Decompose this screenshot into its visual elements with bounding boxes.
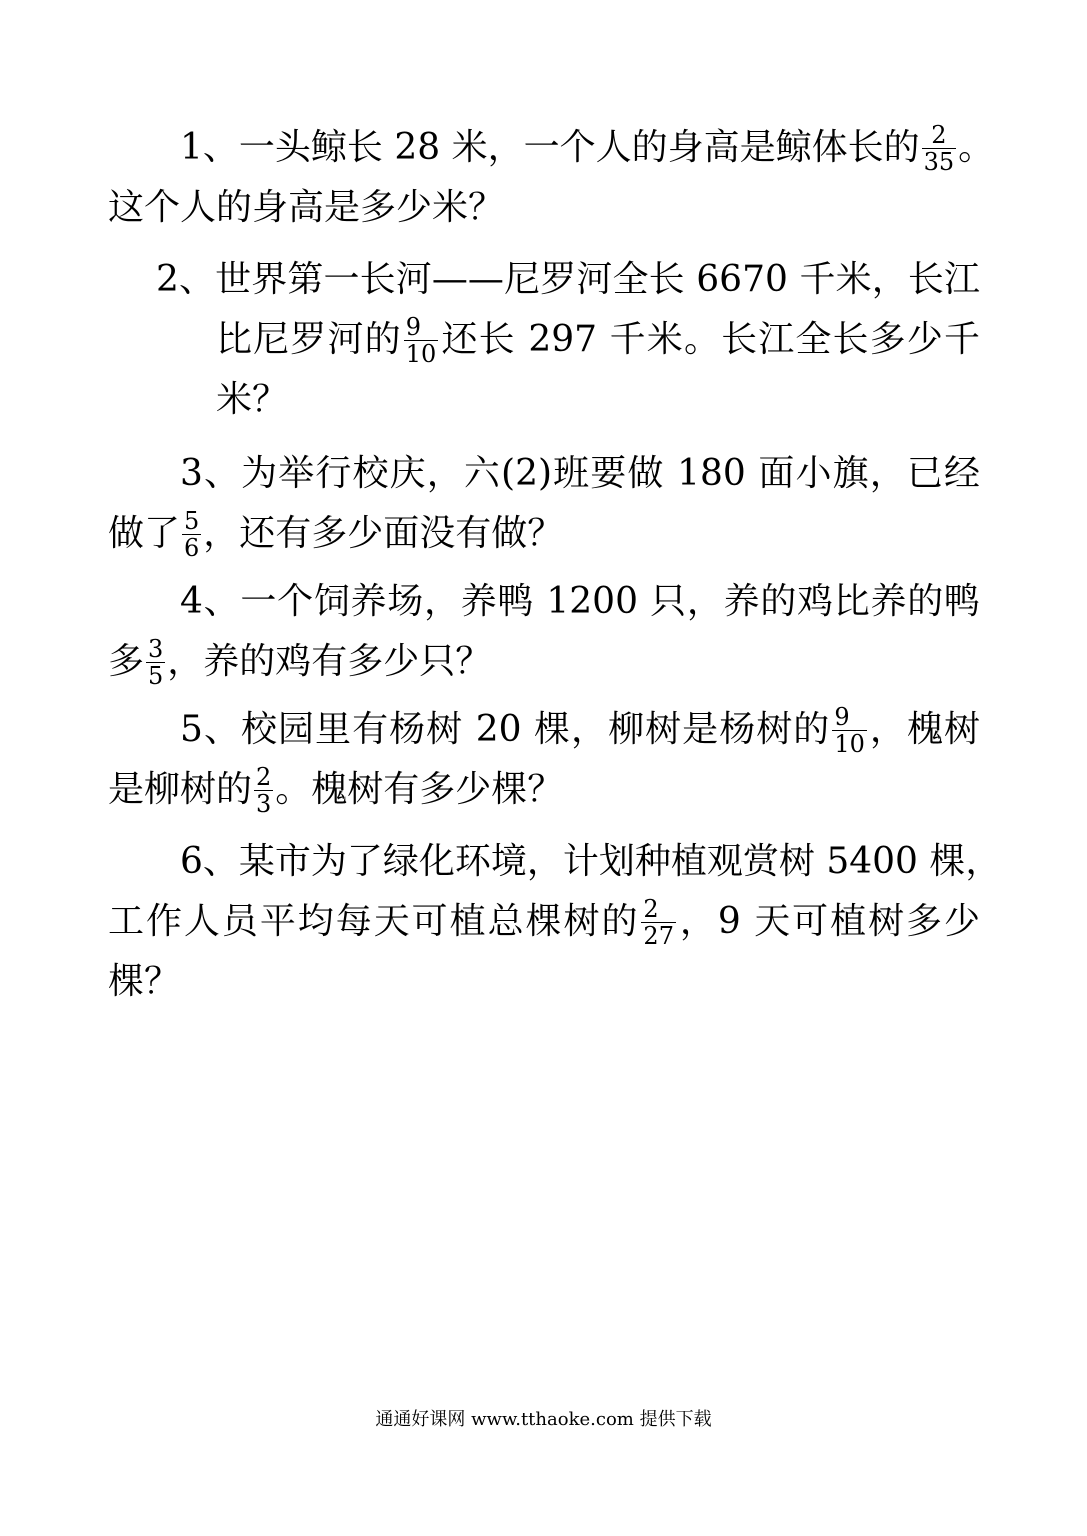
fraction — [146, 636, 165, 689]
fraction-denominator: 10 — [405, 339, 437, 368]
problem-5-line-1-text-after: ，槐树 — [868, 709, 980, 750]
problem-5-line-1 — [108, 700, 980, 760]
fraction — [404, 314, 439, 367]
problem-4-line-2 — [108, 632, 980, 692]
problem-2-line-3: 米？ — [216, 379, 289, 420]
problem-1 — [108, 118, 995, 238]
problem-3-line-2-text-after: ，还有多少面没有做？ — [203, 513, 564, 554]
problem-4-line-2-text-after: ，养的鸡有多少只？ — [167, 641, 492, 682]
fraction — [182, 508, 201, 561]
problem-4-line-1: 4、一个饲养场，养鸭 1200 只，养的鸡比养的鸭 — [180, 581, 980, 622]
problem-1-line-1-text-before: 1、一头鲸长 28 米，一个人的身高是鲸体长的 — [180, 127, 920, 168]
problem-5-line-2-text-before: 是柳树的 — [108, 769, 253, 810]
page-footer: 通通好课网 www.tthaoke.com 提供下载 — [375, 1409, 712, 1430]
problem-4-line-2-text-before: 多 — [108, 641, 145, 682]
problem-6-line-2-text-after: ，9 天可植树多少 — [677, 901, 980, 942]
fraction-denominator: 6 — [184, 533, 200, 562]
fraction-numerator: 2 — [641, 896, 676, 923]
fraction — [832, 704, 867, 757]
fraction-denominator: 5 — [148, 661, 164, 690]
problem-5 — [108, 700, 980, 820]
fraction-numerator: 9 — [832, 704, 867, 731]
problem-3-line-1: 3、为举行校庆，六(2)班要做 180 面小旗，已经 — [180, 453, 980, 494]
problem-6-line-2-text-before: 工作人员平均每天可植总棵树的 — [108, 901, 640, 942]
problem-2-line-2-text-after: 还长 297 千米。长江全长多少千 — [440, 319, 980, 360]
problem-3-line-2 — [108, 504, 980, 564]
problem-5-line-2-text-after: 。槐树有多少棵？ — [275, 769, 564, 810]
problem-2 — [108, 250, 980, 430]
problem-6-line-1: 6、某市为了绿化环境，计划种植观赏树 5400 棵， — [180, 841, 1002, 882]
problem-6-line-2 — [108, 892, 980, 952]
fraction-denominator: 3 — [256, 789, 272, 818]
fraction-numerator: 2 — [922, 122, 957, 149]
fraction-numerator: 3 — [148, 634, 164, 663]
problem-1-line-1 — [108, 118, 995, 178]
fraction — [641, 896, 676, 949]
problem-5-line-2 — [108, 760, 980, 820]
problem-2-line-2-text-before: 比尼罗河的 — [216, 319, 402, 360]
problem-2-line-1: 2、世界第一长河——尼罗河全长 6670 千米，长江 — [156, 259, 980, 300]
problem-3 — [108, 444, 980, 564]
problem-1-line-2: 这个人的身高是多少米？ — [108, 187, 505, 228]
fraction-denominator: 27 — [643, 921, 674, 950]
problem-5-line-1-text-before: 5、校园里有杨树 20 棵，柳树是杨树的 — [180, 709, 831, 750]
problem-6-line-3: 棵？ — [108, 961, 181, 1002]
problem-1-line-1-text-after: 。 — [958, 127, 995, 168]
problem-3-line-2-text-before: 做了 — [108, 513, 181, 554]
fraction-numerator: 9 — [404, 314, 439, 341]
problem-2-line-2 — [108, 310, 980, 370]
fraction-numerator: 5 — [184, 506, 200, 535]
fraction — [922, 122, 957, 175]
problem-list — [108, 118, 1002, 1012]
fraction — [254, 764, 273, 817]
fraction-denominator: 10 — [834, 729, 865, 758]
fraction-denominator: 35 — [923, 147, 955, 176]
problem-6 — [108, 832, 1002, 1012]
problem-4 — [108, 572, 980, 692]
fraction-numerator: 2 — [256, 762, 272, 791]
